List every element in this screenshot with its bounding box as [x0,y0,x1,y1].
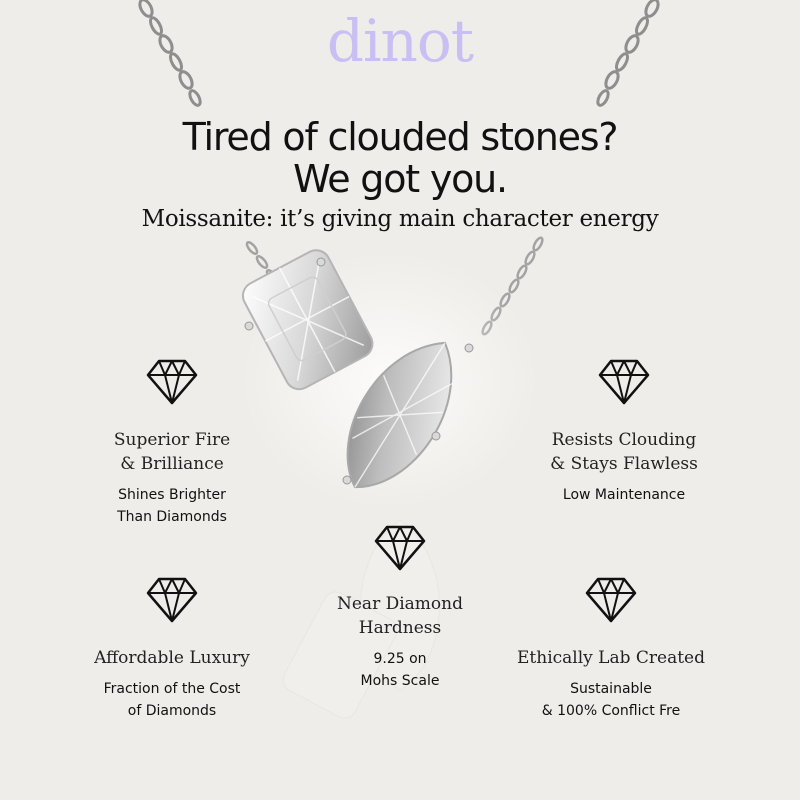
feature-affordable-luxury [62,576,282,722]
headline-line-1: Tired of clouded stones? [182,115,618,159]
headline-line-2: We got you. [293,157,507,201]
subheadline: Moissanite: it’s giving main character energy [141,206,659,232]
feature-title: Ethically Lab Created [517,648,705,668]
feature-title: Resists Clouding & Stays Flawless [550,430,698,474]
headline [0,116,800,200]
brand-logo: dinot [326,7,474,75]
feature-title: Near Diamond Hardness [337,594,463,638]
feature-description: Low Maintenance [562,487,686,503]
diamond-icon [584,576,638,624]
feature-title: Affordable Luxury [94,648,250,668]
feature-hardness [290,524,510,692]
diamond-icon [597,358,651,406]
feature-superior-fire [62,358,282,528]
pendant-stones [238,245,540,510]
feature-ethically-lab-created [496,576,726,722]
diamond-icon [373,524,427,572]
feature-title: Superior Fire & Brilliance [113,430,231,474]
feature-description: Sustainable & 100% Conflict Fre [541,681,681,719]
feature-description: 9.25 on Mohs Scale [360,651,440,689]
feature-description: Shines Brighter Than Diamonds [117,487,227,525]
feature-resists-clouding [514,358,734,506]
feature-description: Fraction of the Cost of Diamonds [103,681,241,719]
diamond-icon [145,358,199,406]
diamond-icon [145,576,199,624]
